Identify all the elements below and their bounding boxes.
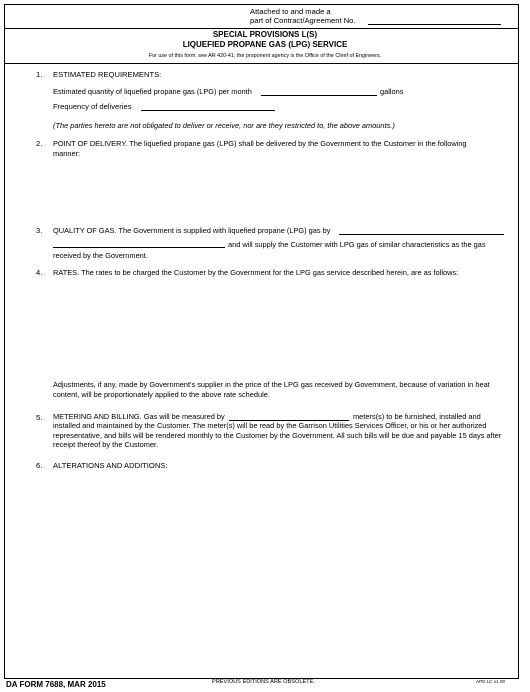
form-id: DA FORM 7688, MAR 2015	[6, 680, 106, 689]
section6-title: ALTERATIONS AND ADDITIONS:	[53, 461, 168, 470]
gas-supplier-field-cont[interactable]	[53, 238, 225, 248]
section6-number: 6.	[36, 461, 43, 470]
section4-number: 4.	[36, 268, 43, 277]
section3-text-b: and will supply the Customer with LPG gas of similar characteristics as the gas	[228, 240, 486, 249]
section2-text: POINT OF DELIVERY. The liquefied propane gas (LPG) shall be delivered by the Government to the Customer in the following manner:	[53, 139, 467, 158]
use-note: For use of this form, see AR 420-41; the proponent agency is the Office of the Chief of Engineers.	[148, 53, 382, 59]
gas-supplier-field[interactable]	[339, 225, 504, 235]
section4-text: RATES. The rates to be charged the Customer by the Government for the LPG gas service described herein, are as follows:	[53, 268, 459, 277]
section5-text-c: installed and maintained by the Customer. The meter(s) will be read by the Garrison Utilities Services Officer, or his or her authorized representative, and bills will be rendered monthly to the Customer by the Government. All such bills will be due and payable 15 days after receipt thereof by the Customer.	[53, 421, 502, 450]
section4-adjustments: Adjustments, if any, made by Government's supplier in the price of the LPG gas received by Government, because of variation in heat content, will be proportionately applied to the above rate schedule.	[53, 380, 490, 399]
attached-line2: part of Contract/Agreement No.	[250, 16, 356, 25]
form-title: SPECIAL PROVISIONS L(S)	[212, 30, 318, 39]
version-label: APD LC v1.00	[476, 679, 506, 684]
attached-line1: Attached to and made a	[250, 7, 331, 16]
contract-number-field[interactable]	[368, 15, 501, 25]
section5-text-a: METERING AND BILLING. Gas will be measured by	[53, 412, 225, 421]
meter-field[interactable]	[229, 411, 349, 421]
header-divider	[4, 28, 519, 29]
section5-number: 5.	[36, 413, 43, 422]
quantity-field[interactable]	[261, 86, 377, 96]
section1-note: (The parties hereto are not obligated to deliver or receive, nor are they restricted to, the above amounts.)	[53, 121, 395, 130]
section5-text-b: meters(s) to be furnished, installed and	[353, 412, 481, 421]
section1-number: 1.	[36, 70, 43, 79]
section3-number: 3.	[36, 226, 43, 235]
obsolete-note: PREVIOUS EDITIONS ARE OBSOLETE.	[212, 679, 315, 685]
section2-number: 2.	[36, 139, 43, 148]
section3-text-a: QUALITY OF GAS. The Government is supplied with liquefied propane (LPG) gas by	[53, 226, 331, 235]
section1-title: ESTIMATED REQUIREMENTS:	[53, 70, 162, 79]
frequency-field[interactable]	[141, 101, 275, 111]
quantity-label: Estimated quantity of liquefied propane gas (LPG) per month	[53, 87, 252, 96]
quantity-unit: gallons	[380, 87, 404, 96]
form-subtitle: LIQUEFIED PROPANE GAS (LPG) SERVICE	[182, 40, 348, 49]
section3-text-c: received by the Government.	[53, 251, 148, 260]
title-divider	[4, 63, 519, 64]
frequency-label: Frequency of deliveries	[53, 102, 132, 111]
